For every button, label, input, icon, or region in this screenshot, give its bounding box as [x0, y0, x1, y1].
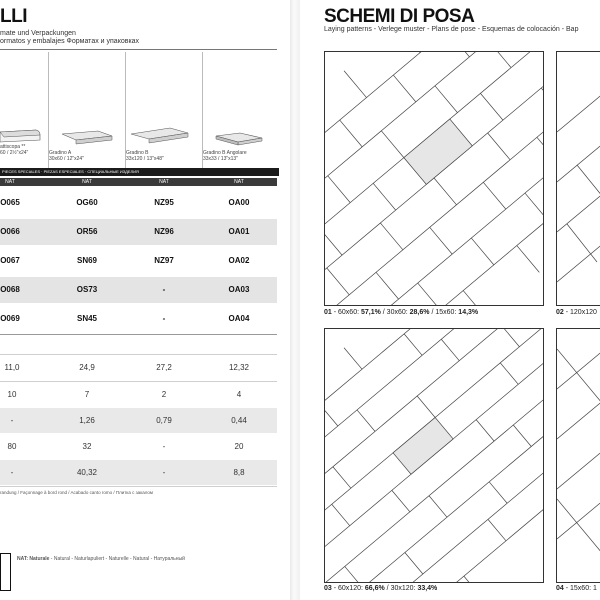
product-label-gradino-a: Gradino A 30x60 / 12"x24" — [49, 150, 84, 162]
product-label-gradino-b: Gradino B 33x120 / 13"x48" — [126, 150, 164, 162]
pattern-caption-01: 01 - 60x60: 57,1% / 30x60: 28,6% / 15x60: 14,3% — [324, 309, 479, 316]
footnote: randung / Façonnage à bord rond / Acabado canto romo / Плитка с закалом — [0, 490, 153, 495]
code-cell: SN45 — [76, 314, 98, 323]
page-subtitle: Laying patterns - Verlege muster - Plans de pose - Esquemas de colocación - Bap — [324, 26, 579, 33]
subtitle-line-1: mate und Verpackungen — [0, 30, 76, 37]
table-row — [0, 408, 277, 433]
table-divider — [0, 486, 277, 487]
pattern-caption-03: 03 - 60x120: 66,6% / 30x120: 33,4% — [324, 585, 438, 592]
pattern-caption-02: 02 - 120x120 — [556, 309, 597, 316]
code-cell: OA01 — [228, 227, 250, 236]
code-cell: OR56 — [76, 227, 98, 236]
nat-header: NAT — [5, 179, 15, 185]
code-cell: SN69 — [76, 256, 98, 265]
code-cell: O067 — [0, 256, 20, 265]
table-row — [0, 306, 277, 332]
value-cell: 1,26 — [79, 416, 95, 425]
code-cell: - — [162, 285, 166, 294]
page-title: LLI — [0, 6, 27, 27]
code-cell: O068 — [0, 285, 20, 294]
nat-header-row — [0, 178, 277, 186]
code-cell: NZ96 — [154, 227, 174, 236]
pattern-01-drawing — [325, 52, 543, 305]
value-cell: - — [10, 468, 14, 477]
table-row — [0, 190, 277, 216]
table-row — [0, 355, 277, 380]
table-row — [0, 219, 277, 245]
pattern-04-drawing — [557, 329, 600, 582]
table-divider — [0, 334, 277, 335]
pattern-02-drawing — [557, 52, 600, 305]
gradino-b-drawing — [131, 128, 188, 143]
value-cell: 10 — [7, 390, 17, 399]
code-cell: OA02 — [228, 256, 250, 265]
code-cell: OG60 — [76, 198, 98, 207]
value-cell: 40,32 — [76, 468, 98, 477]
subtitle-line-2: ormatos y embalajes Форматах и упаковках — [0, 38, 140, 45]
legend — [17, 556, 185, 562]
code-cell: OS73 — [76, 285, 98, 294]
code-cell: O069 — [0, 314, 20, 323]
value-cell: 11,0 — [4, 363, 20, 372]
value-cell: 12,32 — [228, 363, 250, 372]
pattern-caption-04: 04 - 15x60: 1 — [556, 585, 597, 592]
value-cell: - — [10, 416, 14, 425]
nat-header: NAT — [234, 179, 244, 185]
code-cell: OA03 — [228, 285, 250, 294]
code-cell: O066 — [0, 227, 20, 236]
nat-header: NAT — [159, 179, 169, 185]
gradino-b-angolare-drawing — [216, 133, 262, 145]
gradino-a-drawing — [62, 131, 112, 144]
legend-text: - Natural - Naturlapuliert - Naturelle - Natural - Натуральный — [49, 556, 185, 562]
laying-pattern-02 — [556, 51, 600, 306]
value-cell: 80 — [7, 442, 17, 451]
pattern-03-drawing — [325, 329, 543, 582]
page-title: SCHEMI DI POSA — [324, 6, 475, 27]
value-cell: 2 — [161, 390, 167, 399]
code-cell: - — [162, 314, 166, 323]
table-row — [0, 277, 277, 303]
nat-header: NAT — [82, 179, 92, 185]
code-cell: OA04 — [228, 314, 250, 323]
code-cell: OA00 — [228, 198, 250, 207]
page-gutter — [290, 0, 300, 600]
code-cell: NZ95 — [154, 198, 174, 207]
value-cell: 0,79 — [156, 416, 172, 425]
legend-label: NAT: Naturale — [17, 556, 50, 562]
special-pieces-band: PIECES SPECIALES · PIEZAS ESPECIALES · СПЕЦИАЛЬНЫЕ ИЗДЕЛИЯ — [0, 168, 279, 176]
laying-pattern-04 — [556, 328, 600, 583]
laying-pattern-03 — [324, 328, 544, 583]
right-page — [300, 0, 600, 600]
value-cell: - — [162, 468, 166, 477]
value-cell: 0,44 — [231, 416, 247, 425]
value-cell: 24,9 — [79, 363, 95, 372]
code-cell: O065 — [0, 198, 20, 207]
laying-pattern-01 — [324, 51, 544, 306]
value-cell: 4 — [236, 390, 242, 399]
legend-swatch — [0, 553, 11, 591]
table-row — [0, 382, 277, 407]
left-page — [0, 0, 290, 600]
value-cell: 20 — [234, 442, 244, 451]
code-cell: NZ97 — [154, 256, 174, 265]
product-label-battiscopa: attiscopa ** 60 / 2½"x24" — [0, 144, 29, 156]
header-rule — [0, 49, 277, 50]
table-row — [0, 434, 277, 459]
value-cell: - — [162, 442, 166, 451]
value-cell: 27,2 — [156, 363, 172, 372]
value-cell: 32 — [82, 442, 92, 451]
value-cell: 8,8 — [233, 468, 245, 477]
battiscopa-drawing — [0, 130, 40, 142]
table-row — [0, 460, 277, 485]
product-label-gradino-b-angolare: Gradino B Angolare 33x33 / 13"x13" — [203, 150, 247, 162]
table-row — [0, 248, 277, 274]
value-cell: 7 — [84, 390, 90, 399]
